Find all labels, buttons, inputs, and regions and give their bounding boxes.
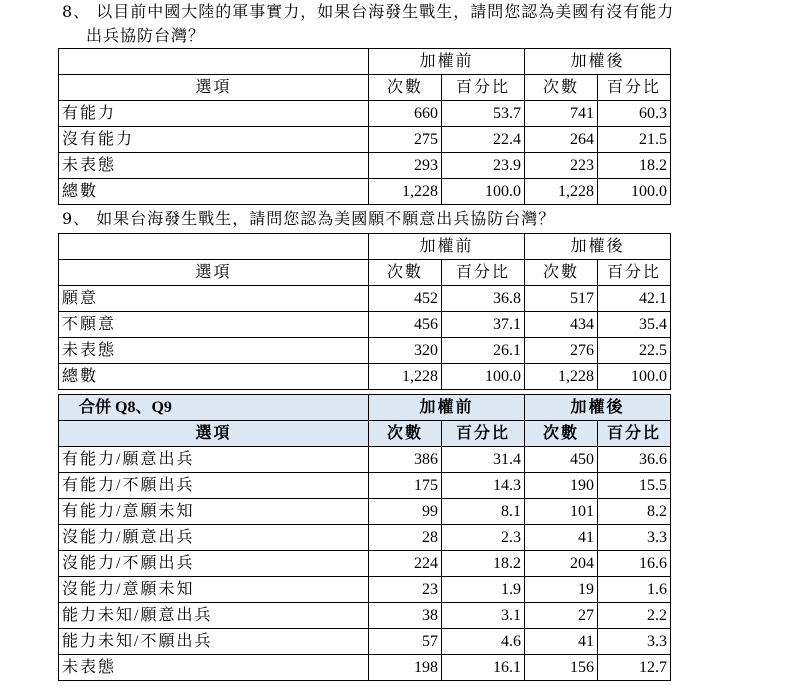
percent-before: 22.4: [442, 127, 525, 153]
percent-before: 14.3: [442, 473, 525, 499]
header-count: 次數: [369, 260, 442, 286]
percent-after: 2.2: [598, 603, 671, 629]
count-before: 175: [369, 473, 442, 499]
percent-after: 15.5: [598, 473, 671, 499]
header-percent: 百分比: [598, 421, 671, 447]
header-after: 加權後: [525, 234, 671, 260]
row-label: 未表態: [59, 153, 369, 179]
percent-before: 2.3: [442, 525, 525, 551]
count-after: 450: [525, 447, 598, 473]
count-before: 275: [369, 127, 442, 153]
question-8-title-line2: 出兵協防台灣？: [86, 26, 206, 45]
count-after: 276: [525, 338, 598, 364]
count-after: 434: [525, 312, 598, 338]
count-before: 293: [369, 153, 442, 179]
percent-before: 100.0: [442, 179, 525, 205]
count-before: 198: [369, 655, 442, 681]
table-row: [59, 127, 671, 153]
table-row: [59, 101, 671, 127]
count-after: 1,228: [525, 179, 598, 205]
table-row: [59, 629, 671, 655]
percent-after: 22.5: [598, 338, 671, 364]
question-8-title: 8、 以目前中國大陸的軍事實力，如果台海發生戰生，請問您認為美國有沒有能力: [62, 2, 675, 21]
percent-before: 36.8: [442, 286, 525, 312]
row-label: 未表態: [59, 655, 369, 681]
header-count: 次數: [525, 260, 598, 286]
row-label: 總數: [59, 364, 369, 390]
count-before: 1,228: [369, 179, 442, 205]
q9-table: [58, 233, 671, 390]
percent-before: 37.1: [442, 312, 525, 338]
header-count: 次數: [525, 75, 598, 101]
count-before: 320: [369, 338, 442, 364]
count-after: 27: [525, 603, 598, 629]
count-before: 23: [369, 577, 442, 603]
percent-before: 53.7: [442, 101, 525, 127]
table-row: [59, 655, 671, 681]
combined-table-title: 合併 Q8、Q9: [59, 395, 369, 421]
count-after: 41: [525, 525, 598, 551]
header-blank: [59, 234, 369, 260]
percent-before: 100.0: [442, 364, 525, 390]
row-label: 有能力/意願未知: [59, 499, 369, 525]
count-before: 452: [369, 286, 442, 312]
table-row: [59, 179, 671, 205]
row-label: 沒有能力: [59, 127, 369, 153]
header-percent: 百分比: [442, 75, 525, 101]
percent-after: 8.2: [598, 499, 671, 525]
header-count: 次數: [369, 75, 442, 101]
row-label: 沒能力/不願出兵: [59, 551, 369, 577]
header-before: 加權前: [369, 395, 525, 421]
count-after: 156: [525, 655, 598, 681]
count-before: 456: [369, 312, 442, 338]
count-after: 190: [525, 473, 598, 499]
combined-q8-q9-table: [58, 394, 671, 681]
row-label: 不願意: [59, 312, 369, 338]
percent-before: 31.4: [442, 447, 525, 473]
table-row: [59, 364, 671, 390]
table-row: [59, 153, 671, 179]
count-before: 386: [369, 447, 442, 473]
percent-after: 36.6: [598, 447, 671, 473]
count-after: 19: [525, 577, 598, 603]
header-percent: 百分比: [598, 75, 671, 101]
percent-after: 16.6: [598, 551, 671, 577]
header-count: 次數: [525, 421, 598, 447]
count-before: 660: [369, 101, 442, 127]
percent-before: 23.9: [442, 153, 525, 179]
row-label: 有能力/不願出兵: [59, 473, 369, 499]
table-row: [59, 473, 671, 499]
header-blank: [59, 49, 369, 75]
percent-after: 1.6: [598, 577, 671, 603]
header-percent: 百分比: [442, 421, 525, 447]
header-option: 選項: [59, 421, 369, 447]
table-row: [59, 499, 671, 525]
percent-before: 8.1: [442, 499, 525, 525]
count-after: 1,228: [525, 364, 598, 390]
row-label: 未表態: [59, 338, 369, 364]
percent-after: 100.0: [598, 179, 671, 205]
table-row: [59, 525, 671, 551]
header-after: 加權後: [525, 49, 671, 75]
table-row: [59, 551, 671, 577]
table-row: [59, 312, 671, 338]
percent-before: 4.6: [442, 629, 525, 655]
row-label: 沒能力/意願未知: [59, 577, 369, 603]
percent-before: 1.9: [442, 577, 525, 603]
count-after: 101: [525, 499, 598, 525]
header-after: 加權後: [525, 395, 671, 421]
count-before: 28: [369, 525, 442, 551]
percent-after: 35.4: [598, 312, 671, 338]
percent-after: 18.2: [598, 153, 671, 179]
header-option: 選項: [59, 75, 369, 101]
header-count: 次數: [369, 421, 442, 447]
count-after: 264: [525, 127, 598, 153]
percent-after: 12.7: [598, 655, 671, 681]
count-before: 224: [369, 551, 442, 577]
row-label: 願意: [59, 286, 369, 312]
percent-after: 42.1: [598, 286, 671, 312]
q8-table: [58, 48, 671, 205]
row-label: 有能力: [59, 101, 369, 127]
count-after: 741: [525, 101, 598, 127]
count-after: 204: [525, 551, 598, 577]
header-option: 選項: [59, 260, 369, 286]
row-label: 總數: [59, 179, 369, 205]
percent-before: 3.1: [442, 603, 525, 629]
table-row: [59, 338, 671, 364]
count-before: 99: [369, 499, 442, 525]
table-row: [59, 447, 671, 473]
count-before: 57: [369, 629, 442, 655]
percent-before: 18.2: [442, 551, 525, 577]
header-percent: 百分比: [442, 260, 525, 286]
table-row: [59, 286, 671, 312]
row-label: 能力未知/願意出兵: [59, 603, 369, 629]
row-label: 能力未知/不願出兵: [59, 629, 369, 655]
percent-after: 21.5: [598, 127, 671, 153]
header-before: 加權前: [369, 49, 525, 75]
count-before: 1,228: [369, 364, 442, 390]
question-9-title: 9、 如果台海發生戰生，請問您認為美國願不願意出兵協防台灣？: [62, 209, 556, 228]
header-before: 加權前: [369, 234, 525, 260]
table-row: [59, 603, 671, 629]
percent-after: 3.3: [598, 525, 671, 551]
count-after: 41: [525, 629, 598, 655]
count-before: 38: [369, 603, 442, 629]
percent-before: 16.1: [442, 655, 525, 681]
count-after: 517: [525, 286, 598, 312]
count-after: 223: [525, 153, 598, 179]
table-row: [59, 577, 671, 603]
percent-after: 3.3: [598, 629, 671, 655]
header-percent: 百分比: [598, 260, 671, 286]
percent-after: 100.0: [598, 364, 671, 390]
percent-before: 26.1: [442, 338, 525, 364]
percent-after: 60.3: [598, 101, 671, 127]
row-label: 沒能力/願意出兵: [59, 525, 369, 551]
row-label: 有能力/願意出兵: [59, 447, 369, 473]
